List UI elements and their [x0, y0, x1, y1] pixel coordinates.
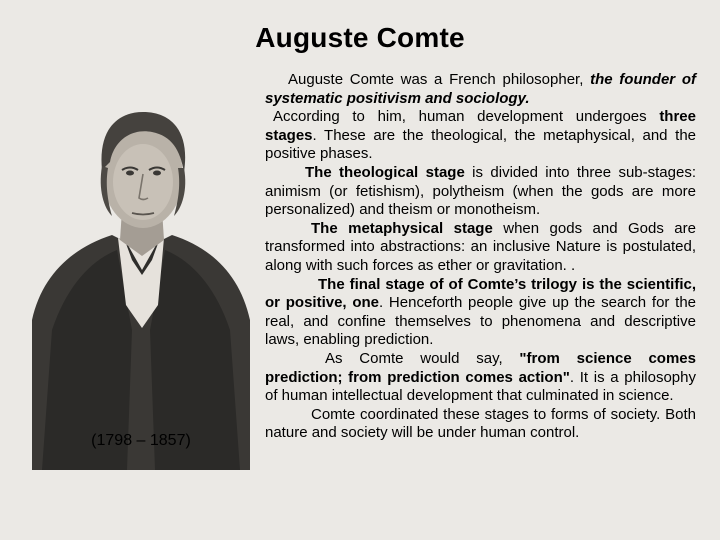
metaphysical-stage-emphasis: The metaphysical stage — [311, 219, 493, 237]
paragraph-final-stage: The final stage of of Comte’s trilogy is the scientific, or positive, one. Henceforth people give up the search for the real, and confine themselves to phenomena and descriptive laws, enabling prediction. — [265, 275, 696, 349]
portrait-image — [32, 70, 250, 470]
theological-stage-emphasis: The theological stage — [305, 163, 465, 181]
subject-name: Auguste Comte — [288, 71, 394, 88]
three-stages-emphasis: three stages — [265, 108, 696, 144]
paragraph-society: Comte coordinated these stages to forms of society. Both nature and society will be under human control. — [265, 405, 696, 442]
paragraph-quote: As Comte would say, "from science comes prediction; from prediction comes action". It is a philosophy of human intellectual development that culminated in science. — [265, 349, 696, 405]
paragraph-metaphysical: The metaphysical stage when gods and Gods are transformed into abstractions: an inclusive Nature is postulated, along with such forces as ether or gravitation. . — [265, 219, 696, 274]
biography-text — [265, 71, 696, 443]
paragraph-stages: According to him, human development undergoes three stages. These are the theological, the metaphysical, and the positive phases. — [265, 108, 696, 163]
paragraph-intro: Auguste Comte was a French philosopher, the founder of systematic positivism and sociology. — [265, 71, 696, 107]
founder-emphasis: the founder of systematic positivism and sociology. — [265, 71, 696, 107]
paragraph-theological: The theological stage is divided into three sub-stages: animism (or fetishism), polytheism (when the gods are more personalized) and theism or monotheism. — [265, 163, 696, 219]
portrait-caption: (1798 – 1857) — [91, 432, 191, 449]
quote-emphasis: "from science comes prediction; from prediction comes action" — [265, 349, 696, 386]
final-stage-emphasis: The final stage of of Comte’s trilogy is the scientific, or positive, one — [265, 275, 696, 312]
slide-title: Auguste Comte — [255, 22, 465, 53]
